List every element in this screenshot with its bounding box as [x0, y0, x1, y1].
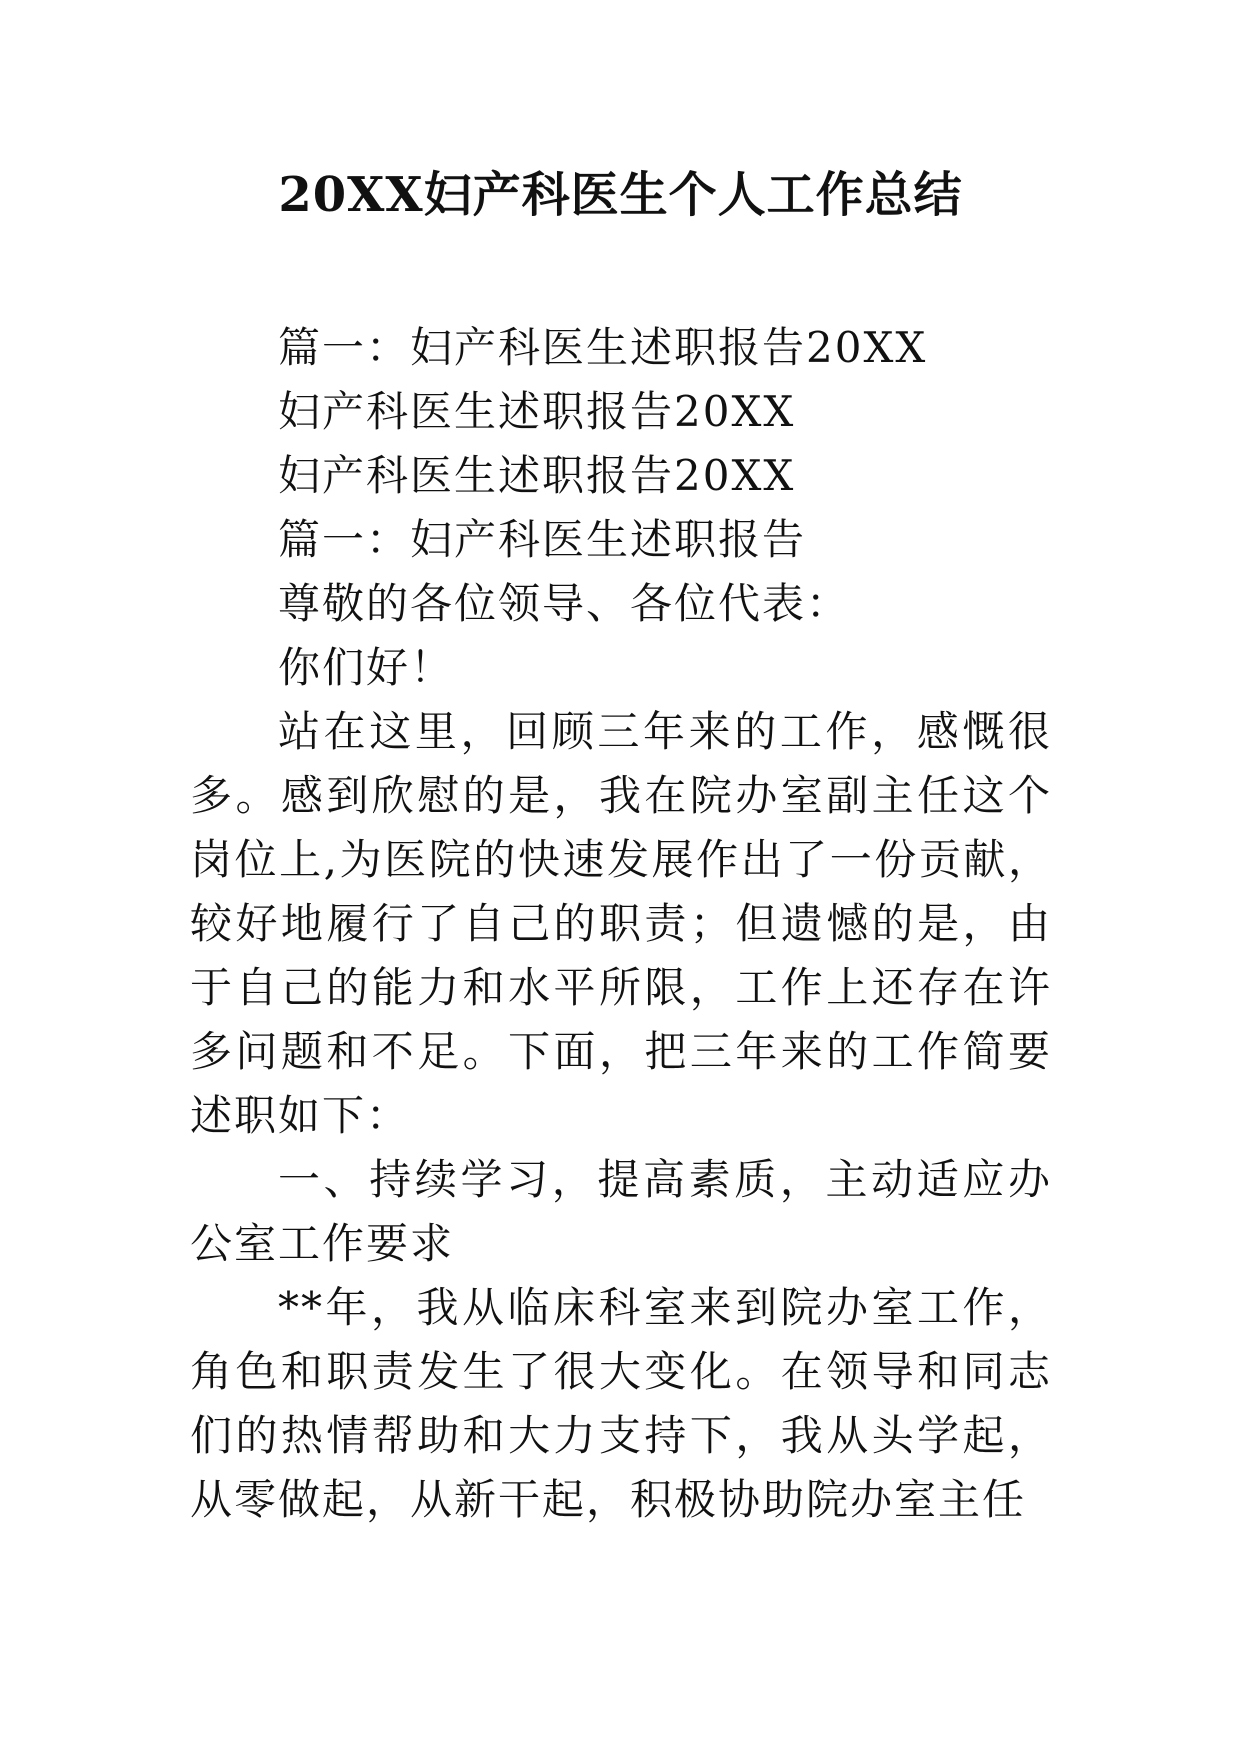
document-body: [190, 316, 1052, 1532]
salutation-line: 尊敬的各位领导、各位代表：: [278, 579, 851, 628]
greeting-line: 你们好！: [278, 643, 455, 692]
heading-line: 妇产科医生述职报告20XX: [278, 451, 796, 500]
heading-line: 妇产科医生述职报告20XX: [278, 387, 796, 436]
heading-line: 篇一：妇产科医生述职报告20XX: [278, 323, 928, 372]
body-paragraph: 站在这里，回顾三年来的工作，感慨很多。感到欣慰的是，我在院办室副主任这个岗位上,为医院的快速发展作出了一份贡献，较好地履行了自己的职责；但遗憾的是，由于自己的能力和水平所限，工作上还存在许多问题和不足。下面，把三年来的工作简要述职如下：: [190, 707, 1052, 1140]
document-title: 20XX妇产科医生个人工作总结: [278, 167, 963, 223]
section-heading: 一、持续学习，提高素质，主动适应办公室工作要求: [190, 1155, 1052, 1268]
heading-line: 篇一：妇产科医生述职报告: [278, 515, 807, 564]
body-paragraph: **年，我从临床科室来到院办室工作，角色和职责发生了很大变化。在领导和同志们的热情帮助和大力支持下，我从头学起，从零做起，从新干起，积极协助院办室主任: [190, 1283, 1052, 1524]
